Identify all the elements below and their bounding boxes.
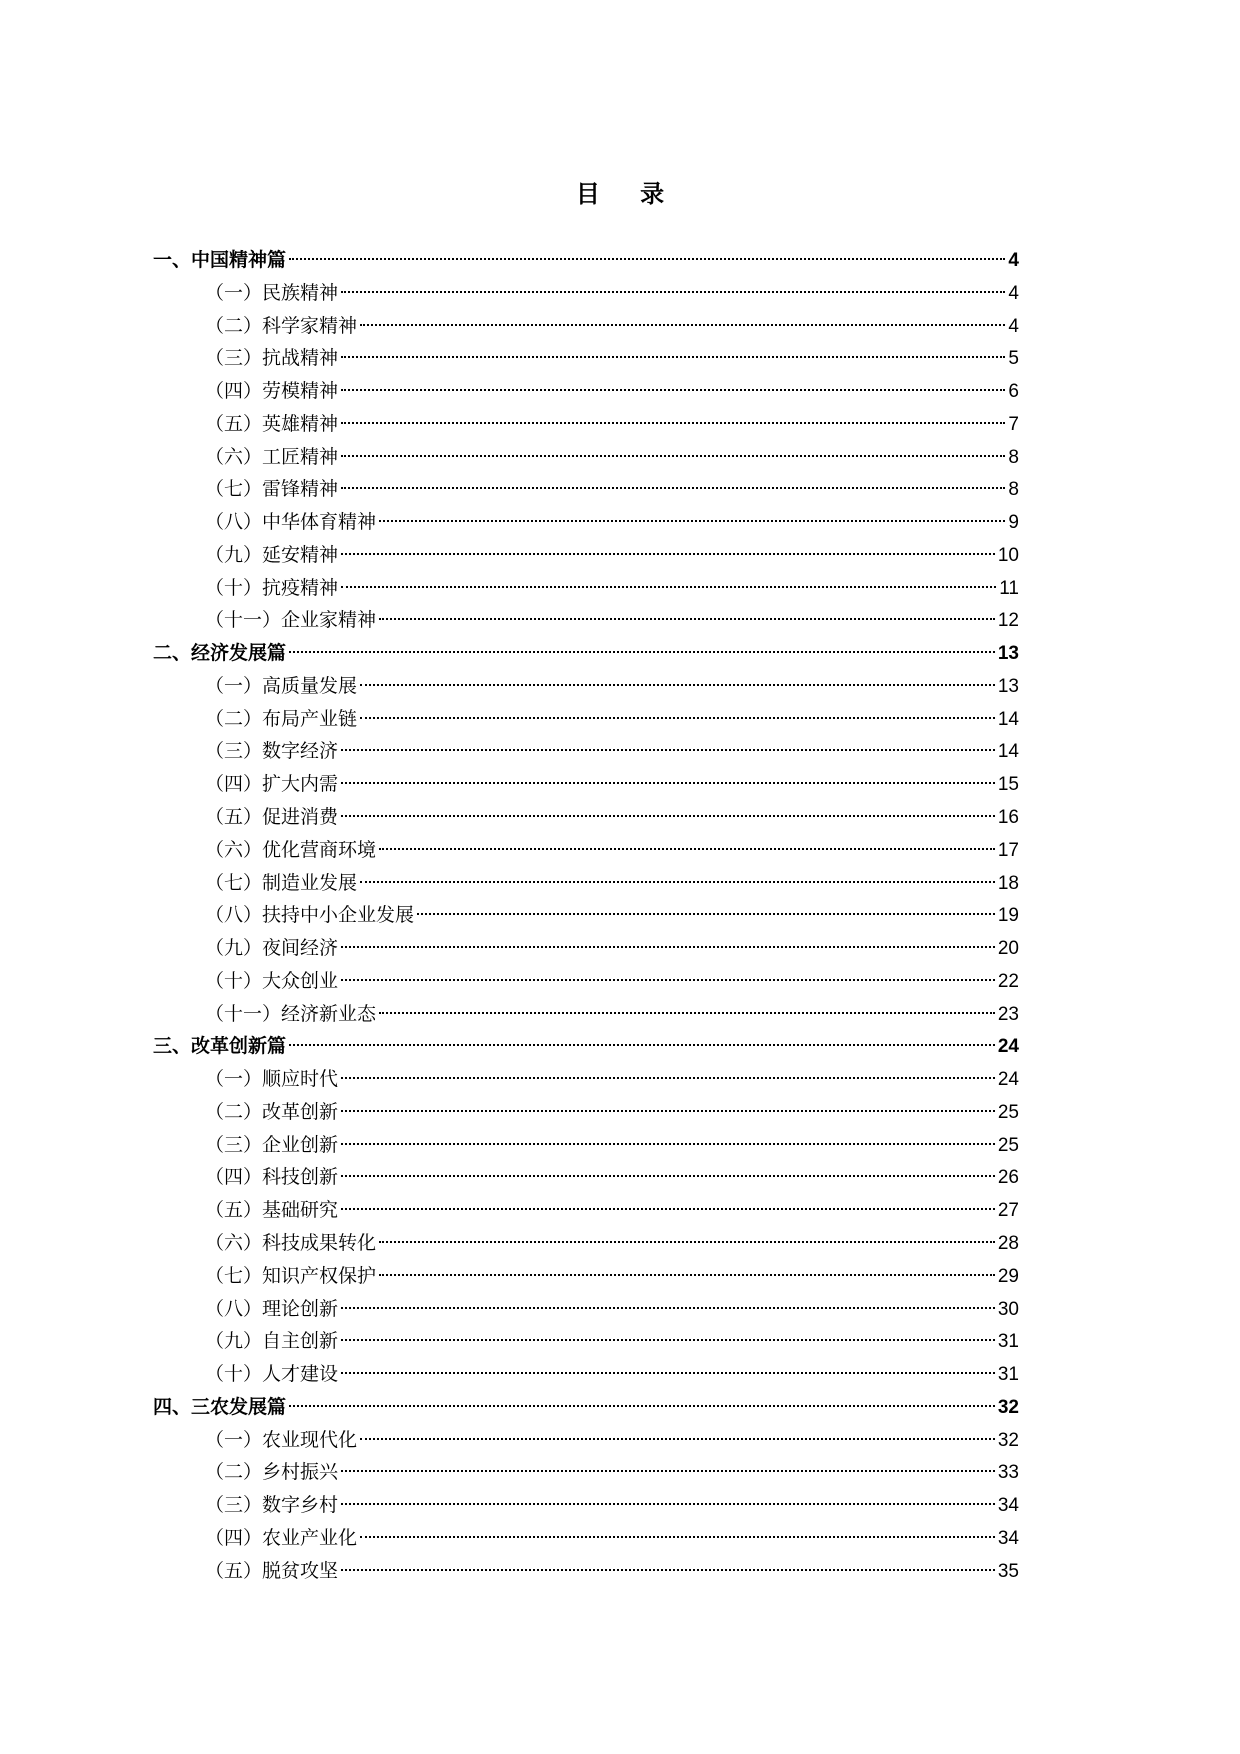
toc-page-number: 4 [1008,250,1019,271]
toc-page-number: 23 [997,1003,1019,1025]
toc-page-number: 31 [997,1331,1019,1353]
toc-page-number: 24 [997,1069,1019,1091]
toc-subsection-entry[interactable] [153,801,1019,834]
toc-subsection-entry[interactable] [153,834,1019,867]
toc-subsection-entry[interactable] [153,1325,1019,1358]
toc-dot-leader [379,1274,995,1276]
toc-entry-label: （八）扶持中小企业发展 [205,904,415,927]
toc-subsection-entry[interactable] [153,1424,1019,1457]
toc-dot-leader [341,586,996,588]
toc-page-number: 34 [997,1527,1019,1549]
toc-entry-label: （九）夜间经济 [205,937,339,960]
toc-page-number: 8 [1008,479,1019,501]
toc-entry-label: （五）基础研究 [205,1199,339,1222]
toc-dot-leader [379,1012,995,1014]
toc-entry-label: （三）数字乡村 [205,1494,339,1517]
toc-page-number: 27 [997,1200,1019,1222]
toc-dot-leader [341,782,995,784]
toc-dot-leader [341,1143,995,1145]
toc-entry-label: （八）理论创新 [205,1297,339,1320]
toc-page-number: 7 [1008,413,1019,435]
toc-page-number: 18 [997,872,1019,894]
toc-page-number: 4 [1008,282,1019,304]
toc-page-number: 15 [997,774,1019,796]
toc-subsection-entry[interactable] [153,768,1019,801]
toc-dot-leader [341,815,995,817]
toc-entry-label: （一）民族精神 [205,281,339,304]
toc-subsection-entry[interactable] [153,277,1019,310]
table-of-contents [153,244,1019,1587]
toc-entry-label: （五）促进消费 [205,806,339,829]
toc-entry-label: （一）高质量发展 [205,674,358,697]
toc-page-number: 34 [997,1495,1019,1517]
toc-page-number: 30 [997,1298,1019,1320]
toc-subsection-entry[interactable] [153,1456,1019,1489]
toc-subsection-entry[interactable] [153,1358,1019,1391]
toc-page-number: 31 [997,1364,1019,1386]
toc-subsection-entry[interactable] [153,408,1019,441]
toc-dot-leader [341,422,1005,424]
toc-dot-leader [289,1044,995,1046]
toc-subsection-entry[interactable] [153,375,1019,408]
toc-entry-label: （六）工匠精神 [205,445,339,468]
toc-dot-leader [341,1503,995,1505]
toc-entry-label: （十一）经济新业态 [205,1002,377,1025]
toc-subsection-entry[interactable] [153,1161,1019,1194]
toc-dot-leader [341,455,1005,457]
toc-page-number: 5 [1008,348,1019,370]
toc-subsection-entry[interactable] [153,572,1019,605]
toc-subsection-entry[interactable] [153,1522,1019,1555]
toc-dot-leader [360,324,1005,326]
toc-subsection-entry[interactable] [153,1293,1019,1326]
toc-dot-leader [341,291,1005,293]
toc-dot-leader [360,717,995,719]
toc-page-number: 24 [997,1036,1019,1058]
toc-subsection-entry[interactable] [153,310,1019,343]
toc-entry-label: 三、改革创新篇 [153,1035,287,1058]
toc-page-number: 4 [1008,315,1019,337]
toc-entry-label: （六）科技成果转化 [205,1231,377,1254]
toc-dot-leader [379,1241,995,1243]
toc-subsection-entry[interactable] [153,735,1019,768]
toc-subsection-entry[interactable] [153,473,1019,506]
toc-entry-label: （四）农业产业化 [205,1526,358,1549]
toc-entry-label: （五）英雄精神 [205,412,339,435]
toc-dot-leader [341,1470,995,1472]
toc-subsection-entry[interactable] [153,932,1019,965]
toc-page-number: 13 [997,643,1019,665]
toc-dot-leader [341,1077,995,1079]
toc-page-number: 33 [997,1462,1019,1484]
toc-dot-leader [341,356,1005,358]
toc-page-number: 11 [999,577,1019,599]
toc-subsection-entry[interactable] [153,506,1019,539]
toc-dot-leader [360,881,995,883]
toc-dot-leader [341,389,1005,391]
toc-dot-leader [289,258,1005,260]
toc-entry-label: （五）脱贫攻坚 [205,1559,339,1582]
toc-entry-label: （三）抗战精神 [205,347,339,370]
toc-subsection-entry[interactable] [153,604,1019,637]
toc-subsection-entry[interactable] [153,1096,1019,1129]
toc-dot-leader [341,946,995,948]
toc-dot-leader [289,651,995,653]
toc-entry-label: （四）扩大内需 [205,773,339,796]
toc-page-number: 8 [1008,446,1019,468]
toc-page-number: 32 [997,1429,1019,1451]
toc-dot-leader [341,979,995,981]
toc-dot-leader [289,1405,995,1407]
toc-page-number: 22 [997,970,1019,992]
toc-dot-leader [341,1339,995,1341]
toc-subsection-entry[interactable] [153,965,1019,998]
toc-page-number: 17 [997,839,1019,861]
toc-subsection-entry[interactable] [153,441,1019,474]
toc-entry-label: 一、中国精神篇 [153,249,287,271]
toc-page-number: 13 [997,675,1019,697]
toc-dot-leader [360,684,995,686]
toc-dot-leader [341,749,995,751]
toc-dot-leader [341,487,1005,489]
toc-subsection-entry[interactable] [153,1555,1019,1588]
toc-page-number: 10 [997,544,1019,566]
toc-entry-label: （四）科技创新 [205,1166,339,1189]
toc-entry-label: （一）顺应时代 [205,1068,339,1091]
toc-dot-leader [379,618,995,620]
toc-entry-label: （十）大众创业 [205,969,339,992]
toc-section-entry[interactable] [153,244,1019,277]
toc-entry-label: （七）雷锋精神 [205,478,339,501]
toc-entry-label: （二）乡村振兴 [205,1461,339,1484]
toc-subsection-entry[interactable] [153,342,1019,375]
toc-page-number: 16 [997,807,1019,829]
toc-dot-leader [341,1569,995,1571]
toc-dot-leader [341,1307,995,1309]
toc-entry-label: （二）改革创新 [205,1100,339,1123]
toc-entry-label: （三）企业创新 [205,1133,339,1156]
toc-subsection-entry[interactable] [153,1129,1019,1162]
toc-page-number: 9 [1008,512,1019,534]
toc-page-number: 26 [997,1167,1019,1189]
toc-entry-label: （六）优化营商环境 [205,838,377,861]
toc-entry-label: 四、三农发展篇 [153,1395,287,1418]
toc-title: 目 录 [575,179,681,208]
toc-subsection-entry[interactable] [153,1194,1019,1227]
toc-dot-leader [341,553,995,555]
toc-subsection-entry[interactable] [153,998,1019,1031]
toc-section-entry[interactable] [153,1391,1019,1424]
toc-page-number: 32 [997,1396,1019,1418]
toc-section-entry[interactable] [153,1030,1019,1063]
toc-page-number: 14 [997,708,1019,730]
toc-subsection-entry[interactable] [153,1260,1019,1293]
toc-subsection-entry[interactable] [153,1063,1019,1096]
toc-entry-label: （九）延安精神 [205,543,339,566]
toc-page-number: 19 [997,905,1019,927]
toc-dot-leader [341,1372,995,1374]
toc-page-number: 35 [997,1560,1019,1582]
toc-entry-label: 二、经济发展篇 [153,642,287,665]
toc-entry-label: （一）农业现代化 [205,1428,358,1451]
toc-dot-leader [341,1208,995,1210]
toc-dot-leader [341,1110,995,1112]
toc-entry-label: （十）人才建设 [205,1363,339,1386]
toc-subsection-entry[interactable] [153,539,1019,572]
toc-entry-label: （十一）企业家精神 [205,609,377,632]
toc-dot-leader [360,1536,995,1538]
toc-dot-leader [341,1175,995,1177]
toc-subsection-entry[interactable] [153,1489,1019,1522]
toc-entry-label: （七）制造业发展 [205,871,358,894]
toc-dot-leader [417,913,995,915]
toc-page-number: 28 [997,1232,1019,1254]
toc-section-entry[interactable] [153,637,1019,670]
toc-entry-label: （八）中华体育精神 [205,511,377,534]
toc-entry-label: （七）知识产权保护 [205,1264,377,1287]
toc-subsection-entry[interactable] [153,867,1019,900]
toc-subsection-entry[interactable] [153,899,1019,932]
toc-entry-label: （十）抗疫精神 [205,576,339,599]
toc-page-number: 25 [997,1134,1019,1156]
toc-entry-label: （三）数字经济 [205,740,339,763]
toc-page-number: 6 [1008,381,1019,403]
toc-dot-leader [379,848,995,850]
toc-page-number: 14 [997,741,1019,763]
toc-entry-label: （九）自主创新 [205,1330,339,1353]
toc-page-number: 25 [997,1101,1019,1123]
toc-dot-leader [379,520,1005,522]
toc-subsection-entry[interactable] [153,703,1019,736]
toc-subsection-entry[interactable] [153,1227,1019,1260]
toc-page-number: 29 [997,1265,1019,1287]
toc-entry-label: （二）布局产业链 [205,707,358,730]
toc-page-number: 20 [997,938,1019,960]
toc-subsection-entry[interactable] [153,670,1019,703]
toc-entry-label: （四）劳模精神 [205,380,339,403]
toc-dot-leader [360,1438,995,1440]
toc-page-number: 12 [997,610,1019,632]
toc-entry-label: （二）科学家精神 [205,314,358,337]
